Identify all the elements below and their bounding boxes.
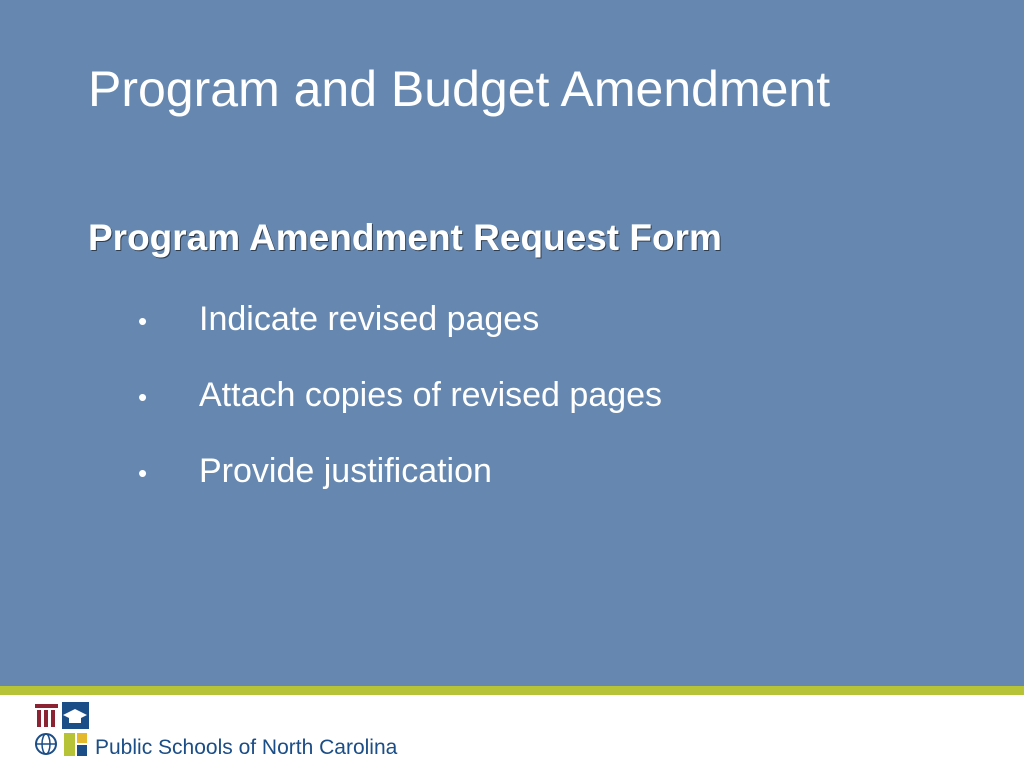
list-item	[138, 452, 662, 528]
nc-public-schools-logo-icon	[33, 702, 89, 758]
bullet-list	[138, 300, 662, 528]
list-item	[138, 376, 662, 452]
bullet-icon: •	[138, 458, 148, 488]
bullet-icon: •	[138, 306, 148, 336]
footer-org-name: Public Schools of North Carolina	[95, 736, 398, 759]
bullet-icon: •	[138, 382, 148, 412]
bullet-text: Provide justification	[199, 452, 492, 490]
slide-title: Program and Budget Amendment	[88, 61, 831, 117]
list-item	[138, 300, 662, 376]
bullet-text: Indicate revised pages	[199, 300, 540, 338]
bullet-text: Attach copies of revised pages	[199, 376, 663, 414]
slide-subtitle: Program Amendment Request Form	[88, 217, 722, 258]
accent-bar	[0, 686, 1024, 695]
